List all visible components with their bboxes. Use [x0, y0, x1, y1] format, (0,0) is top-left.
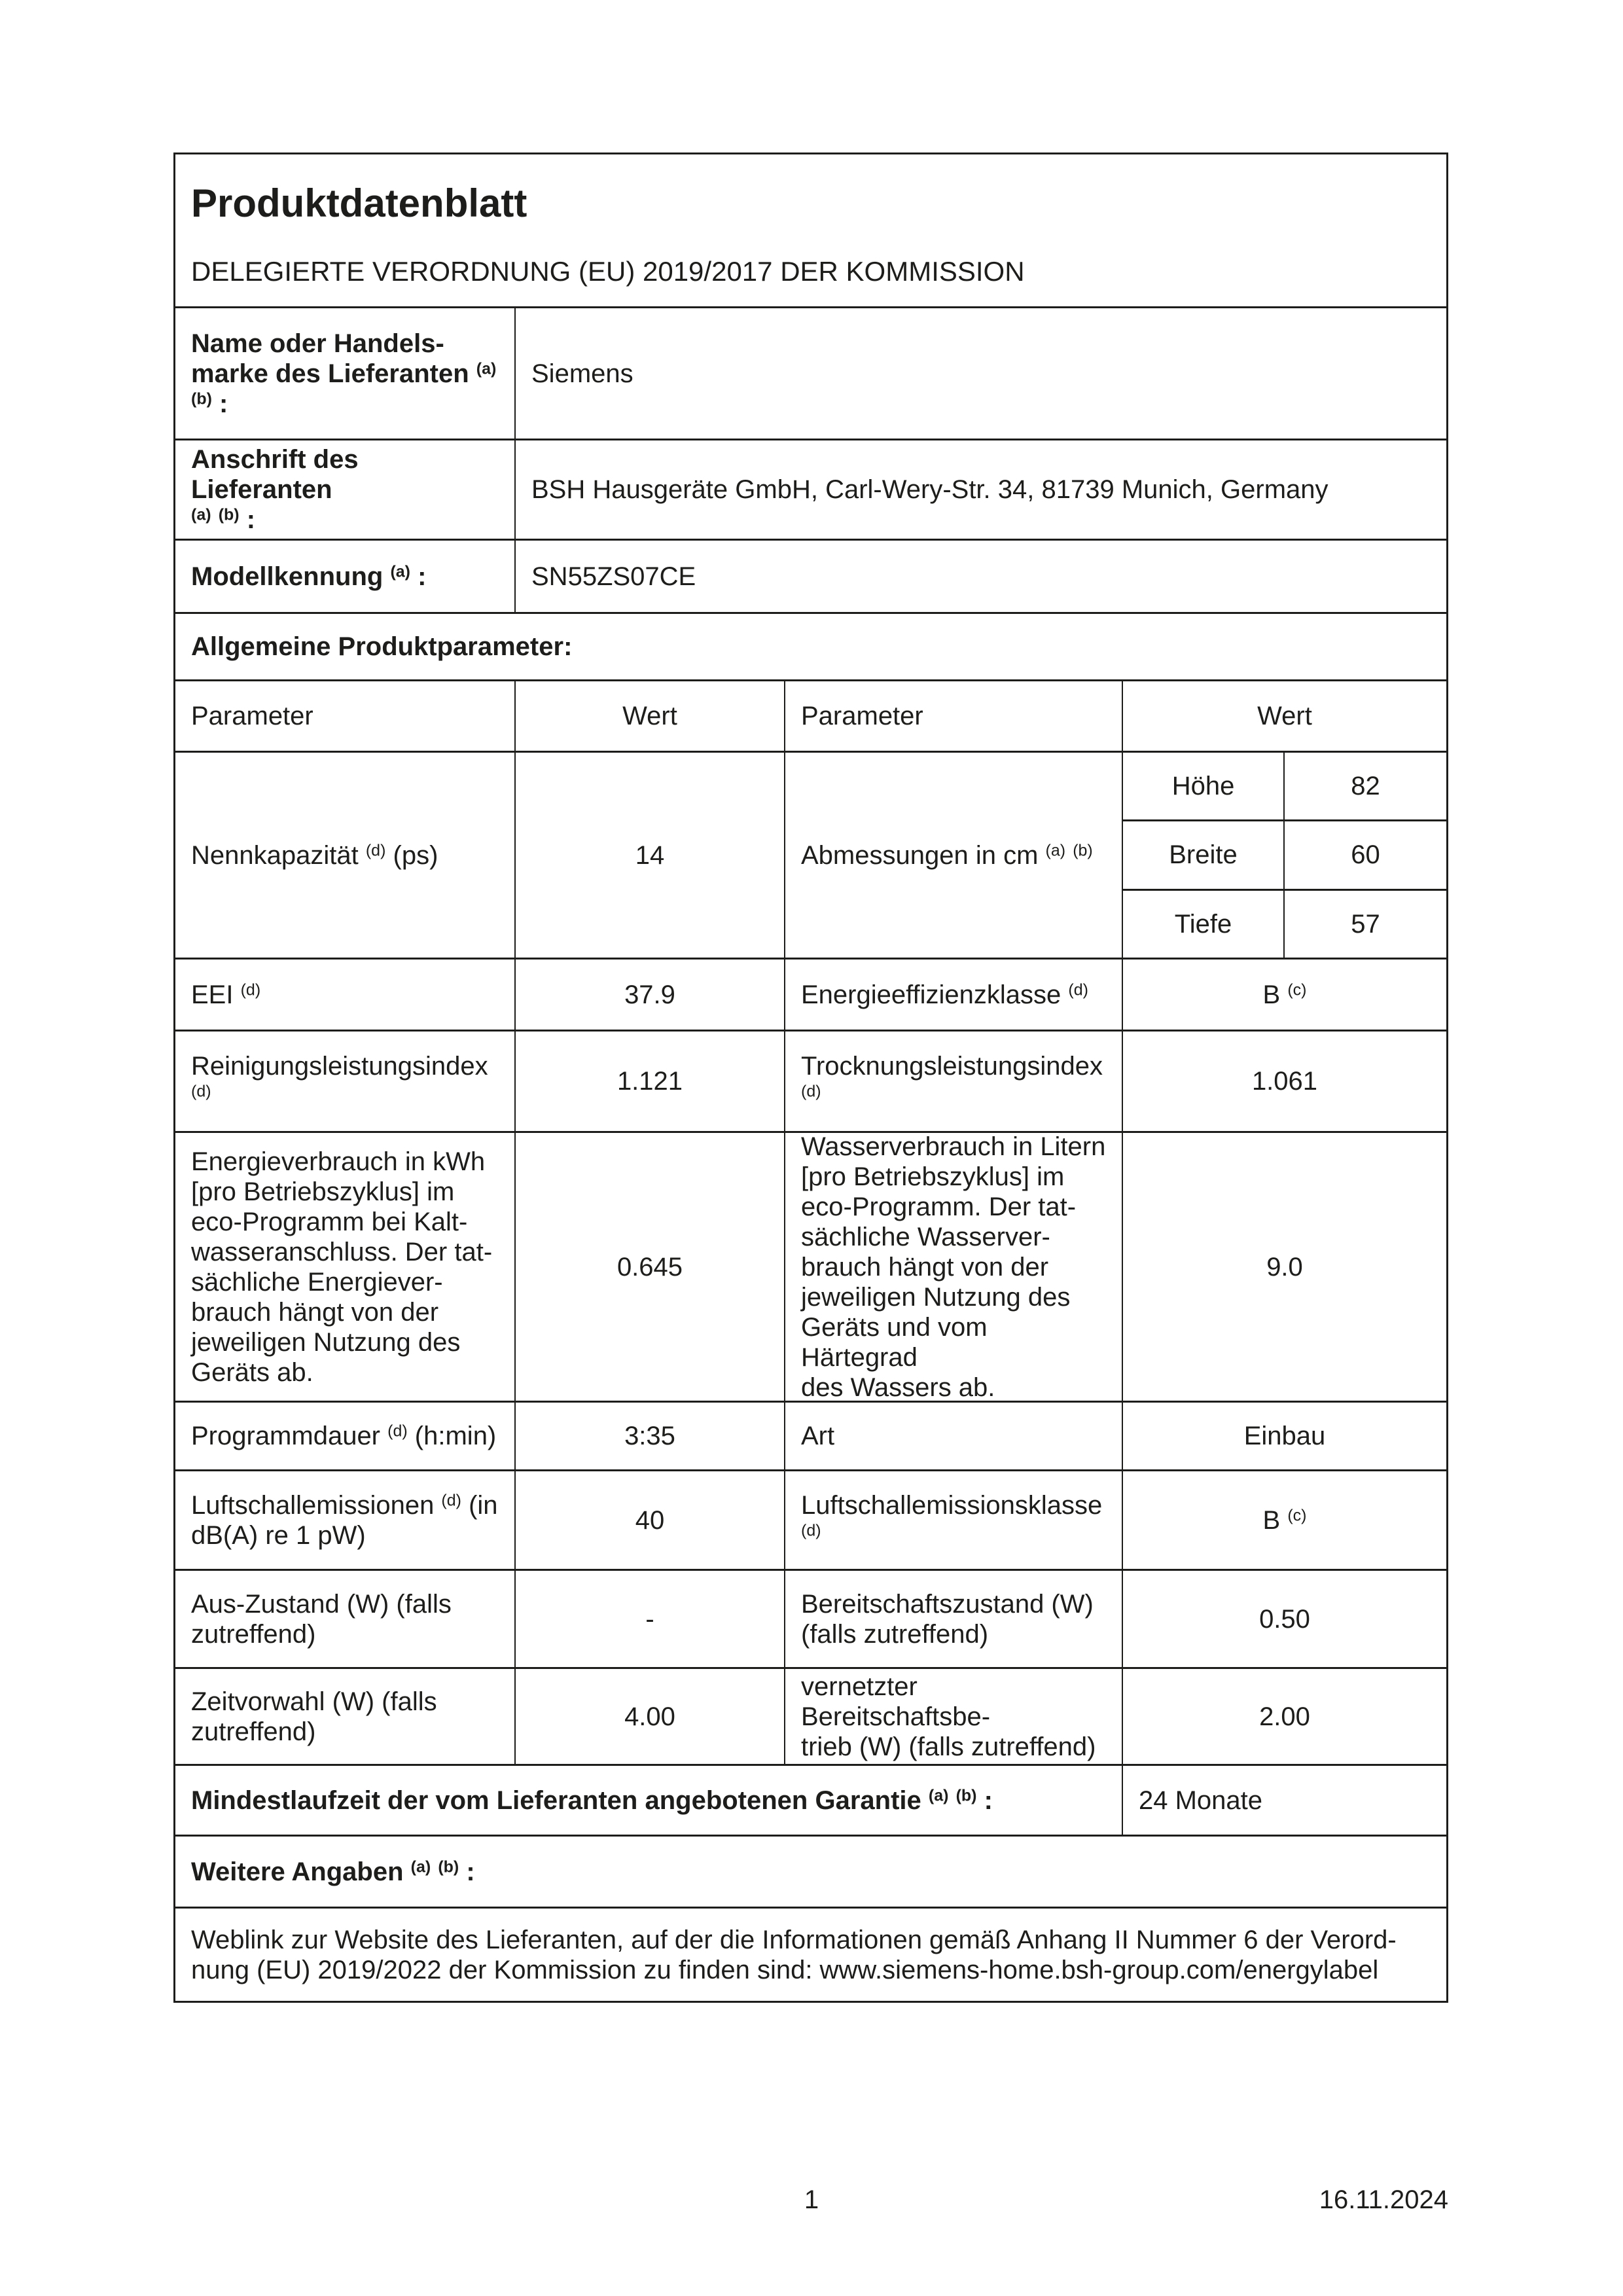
weblink-row	[175, 1907, 1446, 2001]
dimension-row-tiefe	[1123, 889, 1446, 958]
noise-emission-label: Luftschallemissionen $^{(d)}$ (in dB(A) re 1 pW)	[175, 1471, 516, 1569]
delay-start-row	[175, 1667, 1446, 1764]
guarantee-row	[175, 1764, 1446, 1835]
off-mode-row	[175, 1569, 1446, 1667]
noise-row	[175, 1469, 1446, 1569]
type-value: Einbau	[1243, 1422, 1326, 1450]
noise-class-value: B $^{(c)}$	[1262, 1505, 1307, 1535]
title-block	[175, 154, 1446, 306]
header-parameter-left: Parameter	[175, 681, 516, 751]
duration-type-row	[175, 1401, 1446, 1469]
energy-class-label: Energieeffizienzklasse $^{(d)}$	[785, 960, 1123, 1030]
program-duration-value: 3:35	[516, 1403, 785, 1469]
section-heading-row	[175, 612, 1446, 679]
footer-date: 16.11.2024	[1319, 2185, 1448, 2214]
program-duration-label: Programmdauer $^{(d)}$ (h:min)	[175, 1403, 516, 1469]
eei-value: 37.9	[516, 960, 785, 1030]
networked-standby-label: vernetzter Bereitschaftsbe- trieb (W) (falls zutreffend)	[785, 1669, 1123, 1764]
standby-label: Bereitschaftszustand (W) (falls zutreffend)	[785, 1571, 1123, 1667]
model-id-row	[175, 539, 1446, 612]
weblink-text: Weblink zur Website des Lieferanten, auf der die Informationen gemäß Anhang II Nummer 6 der Verord- nung (EU) 2019/2022 der Kommission zu finden sind: www.siemens-home.bsh-group.com/energylabel	[191, 1925, 1397, 1984]
capacity-dimensions-row	[175, 751, 1446, 958]
dimension-row-breite	[1123, 819, 1446, 888]
dimension-name: Höhe	[1123, 753, 1285, 819]
dimension-name: Breite	[1123, 821, 1285, 888]
page-number: 1	[804, 2185, 819, 2214]
capacity-label: Nennkapazität $^{(d)}$ (ps)	[175, 753, 516, 958]
model-id-value: SN55ZS07CE	[531, 562, 696, 591]
header-wert-left: Wert	[516, 681, 785, 751]
delay-start-label: Zeitvorwahl (W) (falls zutreffend)	[175, 1669, 516, 1764]
cleaning-index-label: Reinigungsleistungsindex $^{(d)}$	[175, 1031, 516, 1131]
guarantee-value: 24 Monate	[1139, 1785, 1263, 1815]
more-info-row	[175, 1835, 1446, 1907]
drying-index-label: Trocknungsleistungsindex $^{(d)}$	[785, 1031, 1123, 1131]
networked-standby-value: 2.00	[1259, 1702, 1310, 1731]
noise-emission-value: 40	[516, 1471, 785, 1569]
dimension-row-hoehe	[1123, 753, 1446, 819]
more-info-label: Weitere Angaben $^{(a)}$ $^{(b)}$ :	[191, 1857, 475, 1886]
drying-index-value: 1.061	[1251, 1067, 1318, 1096]
delay-start-value: 4.00	[516, 1669, 785, 1764]
cleaning-index-row	[175, 1030, 1446, 1131]
energy-consumption-label: Energieverbrauch in kWh [pro Betriebszyklus] im eco-Programm bei Kalt- wasseranschluss. Der tat- sächliche Energiever- brauch hängt von der jeweiligen Nutzung des Geräts ab.	[175, 1133, 516, 1401]
off-mode-label: Aus-Zustand (W) (falls zutreffend)	[175, 1571, 516, 1667]
guarantee-label: Mindestlaufzeit der vom Lieferanten angebotenen Garantie $^{(a)}$ $^{(b)}$ :	[175, 1766, 1123, 1835]
header-wert-right: Wert	[1257, 702, 1312, 730]
energy-consumption-value: 0.645	[516, 1133, 785, 1401]
supplier-address-row	[175, 439, 1446, 539]
dimension-name: Tiefe	[1123, 891, 1285, 958]
page-subtitle: DELEGIERTE VERORDNUNG (EU) 2019/2017 DER KOMMISSION	[191, 256, 1025, 287]
section-heading: Allgemeine Produktparameter:	[191, 632, 573, 661]
water-consumption-label: Wasserverbrauch in Litern [pro Betriebszyklus] im eco-Programm. Der tat- sächliche Wasserver- brauch hängt von der jeweiligen Nutzung des Geräts und vom Härtegrad des Wassers ab.	[785, 1133, 1123, 1401]
eei-row	[175, 958, 1446, 1030]
header-parameter-right: Parameter	[785, 681, 1123, 751]
supplier-address-label: Anschrift des Lieferanten $^{(a)}$ $^{(b)}$ :	[175, 440, 516, 539]
supplier-address-value: BSH Hausgeräte GmbH, Carl-Wery-Str. 34, 81739 Munich, Germany	[531, 475, 1329, 504]
consumption-row	[175, 1131, 1446, 1401]
dimensions-label: Abmessungen in cm $^{(a)}$ $^{(b)}$	[785, 753, 1123, 958]
eei-label: EEI $^{(d)}$	[175, 960, 516, 1030]
dimension-value: 82	[1351, 772, 1380, 801]
product-datasheet-table	[173, 152, 1448, 2003]
standby-value: 0.50	[1259, 1604, 1310, 1634]
supplier-name-label: Name oder Handels- marke des Lieferanten $^{(a)}$ $^{(b)}$ :	[175, 308, 516, 439]
type-label: Art	[785, 1403, 1123, 1469]
energy-class-value: B $^{(c)}$	[1262, 980, 1307, 1009]
water-consumption-value: 9.0	[1266, 1252, 1303, 1282]
model-id-label: Modellkennung $^{(a)}$ :	[175, 541, 516, 612]
params-header-row	[175, 679, 1446, 751]
dimension-value: 60	[1351, 840, 1380, 870]
dimensions-subtable	[1123, 753, 1446, 958]
supplier-name-row	[175, 306, 1446, 439]
off-mode-value: -	[516, 1571, 785, 1667]
cleaning-index-value: 1.121	[516, 1031, 785, 1131]
supplier-name-value: Siemens	[531, 359, 633, 388]
noise-class-label: Luftschallemissionsklasse $^{(d)}$	[785, 1471, 1123, 1569]
capacity-value: 14	[516, 753, 785, 958]
dimension-value: 57	[1351, 909, 1380, 939]
page-title: Produktdatenblatt	[191, 181, 527, 225]
